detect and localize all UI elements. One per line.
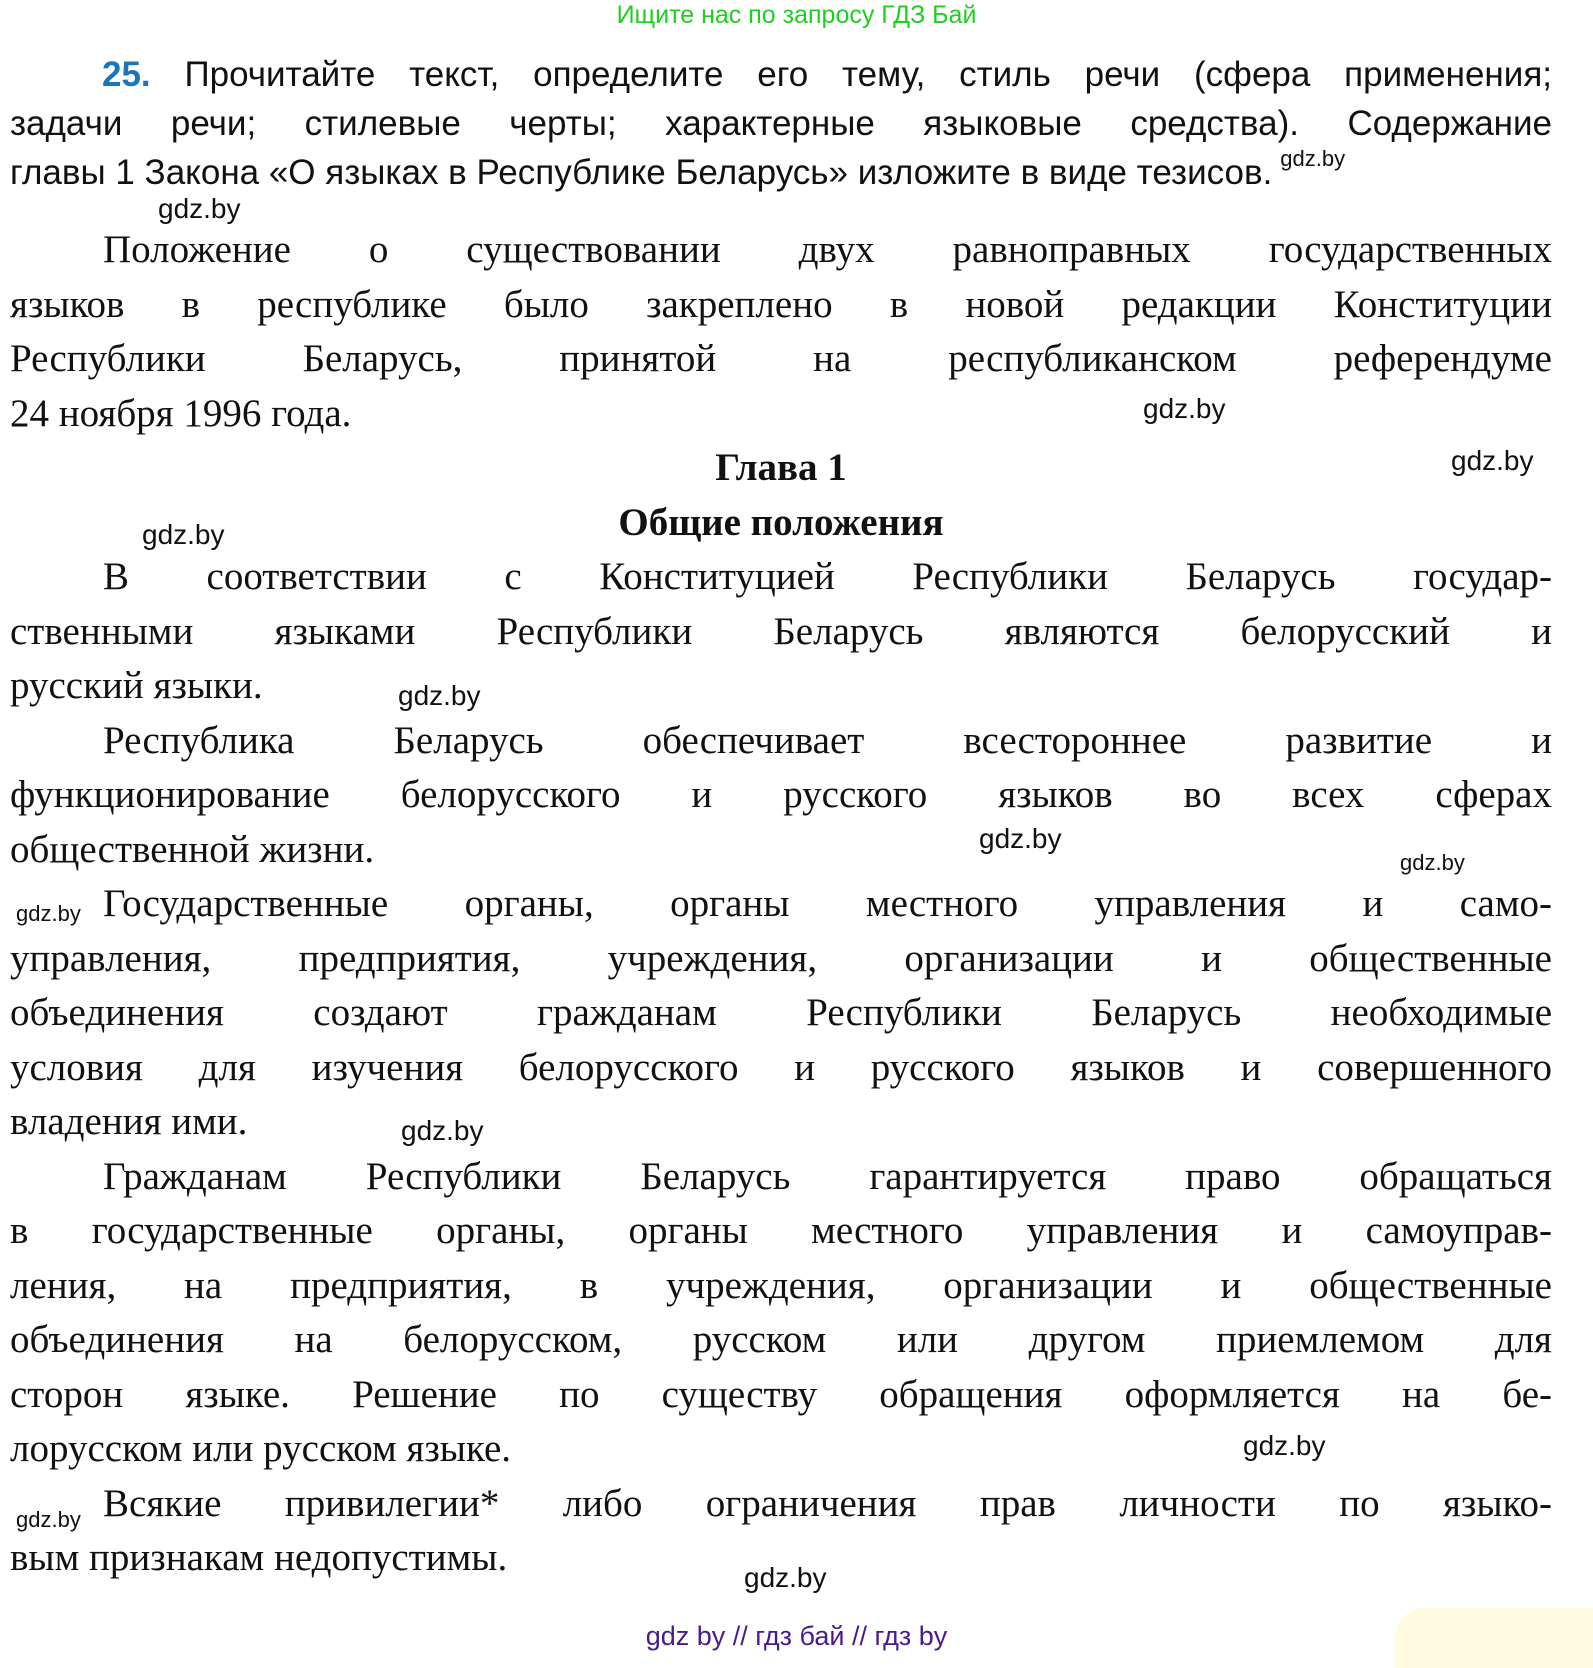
paragraph-line: лорусском или русском языке. [10, 1427, 512, 1470]
watermark: gdz.by [1143, 393, 1226, 424]
task-text [10, 50, 1552, 197]
task-line-text: Прочитайте текст, определите его тему, стиль речи (сфера применения; [150, 55, 1552, 94]
paragraph-line: ственными языками Республики Беларусь являются белорусский и [10, 609, 1552, 653]
paragraph-line: условия для изучения белорусского и русского языков и совершенного [10, 1045, 1552, 1089]
paragraph-line: Республика Беларусь обеспечивает всестороннее развитие и [103, 718, 1552, 762]
task-line: задачи речи; стилевые черты; характерные языковые средства). Содержание [10, 104, 1552, 143]
watermark: gdz.by [16, 901, 81, 926]
paragraph-line: Положение о существовании двух равноправных государственных [103, 228, 1552, 271]
paragraph-line: Государственные органы, органы местного управления и само- [103, 882, 1552, 925]
paragraph-line: В соответствии с Конституцией Республики Беларусь государ- [103, 555, 1552, 598]
paragraph-line: Республики Беларусь, принятой на республиканском референдуме [10, 337, 1552, 380]
watermark: gdz.by [1400, 850, 1465, 875]
footer-links: gdz by // гдз бай // гдз by [645, 1621, 948, 1651]
paragraph-line: объединения создают гражданам Республики Беларусь необходимые [10, 991, 1552, 1034]
paragraph-line: объединения на белорусском, русском или другом приемлемом для [10, 1318, 1552, 1361]
paragraph-line: ления, на предприятия, в учреждения, организации и общественные [10, 1263, 1552, 1307]
paragraph-line: общественной жизни. [10, 827, 375, 871]
chapter-heading: Общие положения [618, 500, 944, 544]
paragraph-line: сторон языке. Решение по существу обращения оформляется на бе- [10, 1372, 1552, 1416]
watermark: gdz.by [1243, 1430, 1326, 1461]
law-text [10, 223, 1552, 1586]
paragraph-line: языков в республике было закреплено в новой редакции Конституции [10, 282, 1552, 326]
watermark: gdz.by [401, 1115, 484, 1146]
paragraph-line: функционирование белорусского и русского языков во всех сферах [10, 773, 1552, 816]
watermark: gdz.by [1451, 445, 1534, 476]
paragraph-line: в государственные органы, органы местного управления и самоуправ- [10, 1209, 1552, 1252]
watermark: gdz.by [979, 823, 1062, 854]
watermark: gdz.by [16, 1507, 81, 1532]
paragraph-line: Всякие привилегии* либо ограничения прав личности по языко- [103, 1481, 1552, 1525]
paragraph-line: управления, предприятия, учреждения, организации и общественные [10, 936, 1552, 980]
paragraph-line: Гражданам Республики Беларусь гарантируется право обращаться [103, 1154, 1552, 1198]
task-line [10, 50, 1552, 99]
task-line [10, 148, 1345, 197]
watermark: gdz.by [1280, 146, 1346, 171]
paragraph-line: владения ими. [10, 1100, 248, 1143]
task-line-text: главы 1 Закона «О языках в Республике Беларусь» изложите в виде тезисов. [10, 153, 1273, 192]
chapter-heading: Глава 1 [715, 446, 847, 489]
watermark: gdz.by [142, 519, 225, 550]
watermark: gdz.by [158, 193, 241, 224]
paragraph-line: русский языки. [10, 664, 263, 707]
exercise-number: 25. [102, 55, 151, 94]
search-banner: Ищите нас по запросу ГДЗ Бай [616, 1, 977, 29]
watermark: gdz.by [398, 680, 481, 711]
watermark: gdz.by [744, 1562, 827, 1593]
paragraph-line: 24 ноября 1996 года. [10, 391, 352, 435]
paragraph-line: вым признакам недопустимы. [10, 1536, 508, 1579]
